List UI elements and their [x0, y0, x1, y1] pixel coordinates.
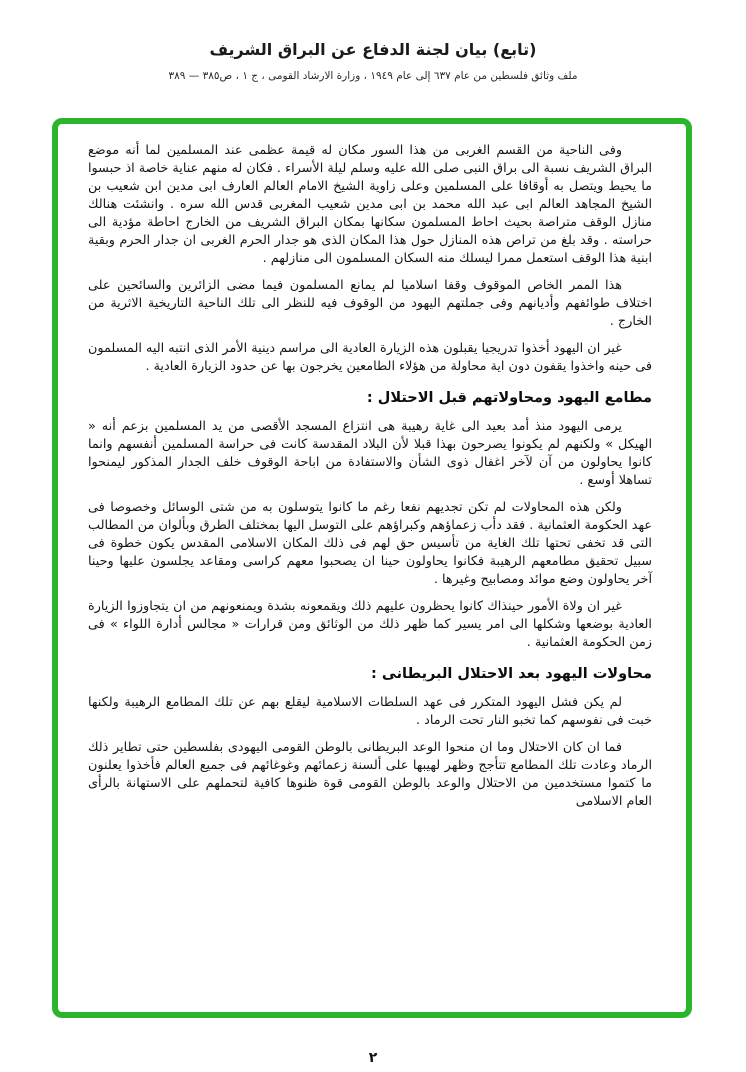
paragraph: فما ان كان الاحتلال وما ان منحوا الوعد البريطانى بالوطن القومى اليهودى بفلسطين حتى تطاير ذلك الرماد وعادت تلك المطامع تتأجج وظهر لهيبها على ألسنة زعمائهم وغوغائهم فى جميع العالم فأخذوا يعلنون ما كتموا مستخدمين من الاحتلال والوعد بالوطن القومى قوة ظنوها كافية لتحملهم على الاستهانة بالرأى العام الاسلامى — [88, 740, 652, 809]
section-heading-post-occupation: محاولات اليهود بعد الاحتلال البريطانى : — [371, 666, 652, 682]
paragraph: هذا الممر الخاص الموقوف وقفا اسلاميا لم يمانع المسلمون فيما مضى الزائرين والسائحين على اختلاف طوائفهم وأديانهم وفى جملتهم اليهود من الوقوف فيه للنظر الى تلك الناحية التاريخية الاثرية من الخارج . — [88, 278, 652, 329]
page-number: ٢ — [368, 1050, 378, 1066]
paragraph: لم يكن فشل اليهود المتكرر فى عهد السلطات الاسلامية ليقلع بهم عن تلك المطامع الرهيبة ولكنها خبت فى نفوسهم كما تخبو النار تحت الرماد . — [88, 695, 652, 728]
paragraph: غير ان ولاة الأمور حينذاك كانوا يحظرون عليهم ذلك ويقمعونه بشدة ويمنعونهم من ان يتجاوزوا الزيارة العادية بوضعها وشكلها الى امر يسير كما ظهر ذلك من الوثائق ومن قرارات « مجالس أدارة اللواء » فى زمن الحكومة العثمانية . — [88, 599, 652, 650]
document-source-line: ملف وثائق فلسطين من عام ٦٣٧ إلى عام ١٩٤٩ ، وزارة الارشاد القومى ، ج ١ ، ص٣٨٥ — ٣٨٩ — [168, 70, 578, 82]
paragraph: وفى الناحية من القسم الغربى من هذا السور مكان له قيمة عظمى عند المسلمين لما أنه موضع البراق الشريف نسبة الى براق النبى صلى الله عليه وسلم ليلة الأسراء . فكان له منهم عناية خاصة اذ حبسوا ما يحيط ويتصل به أوقافا على المسلمين وعلى زاوية الشيخ الامام العالم العارف ابى مدين ابن شعيب بن الشيخ المجاهد العالم ابى عبد الله محمد بن ابى مدين شعيب المغربى قدس الله سره . وانشئت هنالك منازل الوقف متراصة بحيث احاط المسلمون سكانها بمكان البراق الشريف من الخارج احاطة مؤدية الى حراسته . وقد بلغ من تراص هذه المنازل حول هذا المكان الذى هو جدار الحرم الغربى ان جدار الحرم وبقية ابنية هذا الوقف استعمل ممرا ليسلك منه السكان المسلمون الى منازلهم . — [88, 143, 652, 266]
paragraph: غير ان اليهود أخذوا تدريجيا يقبلون هذه الزيارة العادية الى مراسم دينية الأمر الذى انتبه اليه المسلمون فى حينه واخذوا يقفون دون اية محاولة من هؤلاء الطامعين يخرجون بها عن حدود الزيارة العادية . — [88, 341, 652, 374]
green-border-frame — [52, 118, 692, 1018]
paragraph: ولكن هذه المحاولات لم تكن تجديهم نفعا رغم ما كانوا يتوسلون به من شتى الوسائل وخصوصا فى عهد الحكومة العثمانية . فقد دأب زعماؤهم وكبراؤهم على التوسل اليها بمختلف الطرق وبألوان من المطالب التى قد تخفى تحتها تلك الغاية من تأسيس حق لهم فى ذلك المكان الاسلامى المقدس يكون خطوة فى سبيل تحقيق مطامعهم الرهيبة فكانوا يحاولون حينا ان يصحبوا معهم كراسى ومقاعد يجلسون عليها وحينا آخر يحاولون وضع موائد ومصابيح وغيرها . — [88, 500, 652, 587]
section-heading-pre-occupation: مطامع اليهود ومحاولاتهم قبل الاحتلال : — [366, 390, 652, 406]
document-title: (تابع) بيان لجنة الدفاع عن البراق الشريف — [209, 40, 537, 59]
page-header — [0, 40, 746, 82]
paragraph: يرمى اليهود منذ أمد بعيد الى غاية رهيبة هى انتزاع المسجد الأقصى من يد المسلمين بزعم أنه « الهيكل » ولكنهم لم يكونوا يصرحون بهذا قبلا لأن البلاد المقدسة كانت فى حراسة المسلمين أنفسهم وانما كانوا يحاولون من آن لآخر اغفال ذوى الشأن والاستفادة من اباحة الوقوف خلف الجدار المذكور ليمنحوا تساهلا أوسع . — [88, 419, 652, 488]
